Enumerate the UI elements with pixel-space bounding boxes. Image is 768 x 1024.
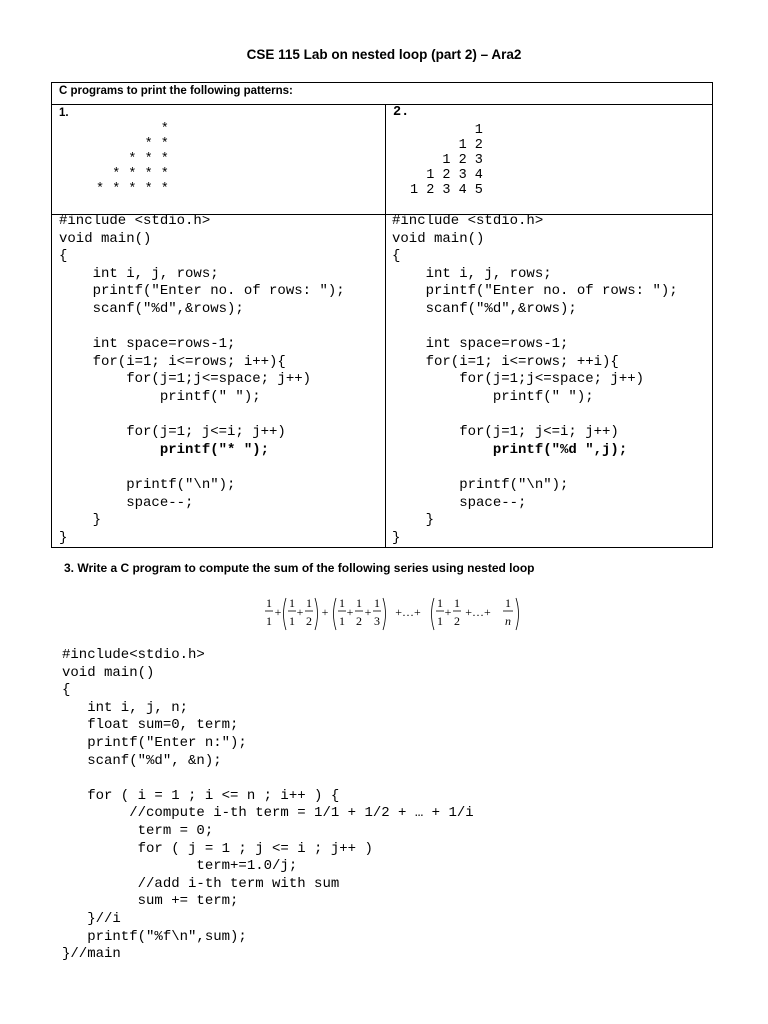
numerator: 1	[306, 596, 312, 610]
code-before: #include <stdio.h> void main() { int i, j, rows; printf("Enter no. of rows: "); scanf("%d",&rows); int space=rows-1; for(i=1; i<=rows; i++){ for(j=1;j<=space; j++) printf(" "); for(j=1; j<=i; j++)	[59, 213, 345, 441]
denominator: 2	[306, 614, 312, 628]
numerator: 1	[505, 596, 511, 610]
table-divider-columns	[385, 104, 386, 547]
question-3-text: 3. Write a C program to compute the sum of the following series using nested loop	[64, 561, 535, 575]
numerator: 1	[339, 596, 345, 610]
code-highlight: printf("%d ",j);	[392, 441, 628, 458]
table-divider-header	[52, 104, 712, 105]
denominator: 2	[454, 614, 460, 628]
plus-sign: +	[321, 605, 329, 619]
inner-ellipsis: +…+	[465, 605, 491, 619]
denominator: 1	[289, 614, 295, 628]
pattern-1-star-triangle: * * * * * * * * * * * * * * *	[96, 122, 169, 197]
code-highlight: printf("* ");	[59, 441, 270, 458]
plus-sign: +	[346, 605, 354, 619]
code-after: printf("\n"); space--; } }	[392, 476, 569, 546]
pattern-1-code	[59, 213, 345, 547]
plus-sign: +	[296, 605, 304, 619]
denominator: 1	[339, 614, 345, 628]
denominator: 2	[356, 614, 362, 628]
plus-sign: +	[274, 605, 282, 619]
plus-sign: +	[364, 605, 372, 619]
numerator: 1	[454, 596, 460, 610]
series-formula	[262, 594, 524, 634]
numerator: 1	[289, 596, 295, 610]
question-3-code: #include<stdio.h> void main() { int i, j, n; float sum=0, term; printf("Enter n:"); scanf("%d", &n); for ( i = 1 ; i <= n ; i++ ) { //compute i-th term = 1/1 + 1/2 + … + 1/i term = 0; for ( j = 1 ; j <= i ; j++ ) term+=1.0/j; //add i-th term with sum sum += term; }//i printf("%f\n",sum); }//main	[62, 647, 474, 963]
document-title: CSE 115 Lab on nested loop (part 2) – Ara2	[246, 47, 522, 62]
denominator: 3	[374, 614, 380, 628]
pattern-1-number: 1.	[59, 107, 69, 119]
numerator: 1	[266, 596, 272, 610]
denominator-n: n	[505, 614, 511, 628]
denominator: 1	[266, 614, 272, 628]
plus-sign: +	[444, 605, 452, 619]
code-before: #include <stdio.h> void main() { int i, j, rows; printf("Enter no. of rows: "); scanf("%d",&rows); int space=rows-1; for(i=1; i<=rows; ++i){ for(j=1;j<=space; j++) printf(" "); for(j=1; j<=i; j++)	[392, 213, 678, 441]
numerator: 1	[437, 596, 443, 610]
table-header: C programs to print the following patterns:	[59, 85, 293, 97]
pattern-2-number-triangle: 1 1 2 1 2 3 1 2 3 4 1 2 3 4 5	[410, 123, 483, 198]
numerator: 1	[356, 596, 362, 610]
patterns-table	[51, 82, 713, 548]
series-ellipsis: +…+	[395, 605, 421, 619]
pattern-2-code	[392, 213, 678, 547]
code-after: printf("\n"); space--; } }	[59, 476, 236, 546]
denominator: 1	[437, 614, 443, 628]
pattern-2-number: 2.	[393, 105, 410, 120]
numerator: 1	[374, 596, 380, 610]
